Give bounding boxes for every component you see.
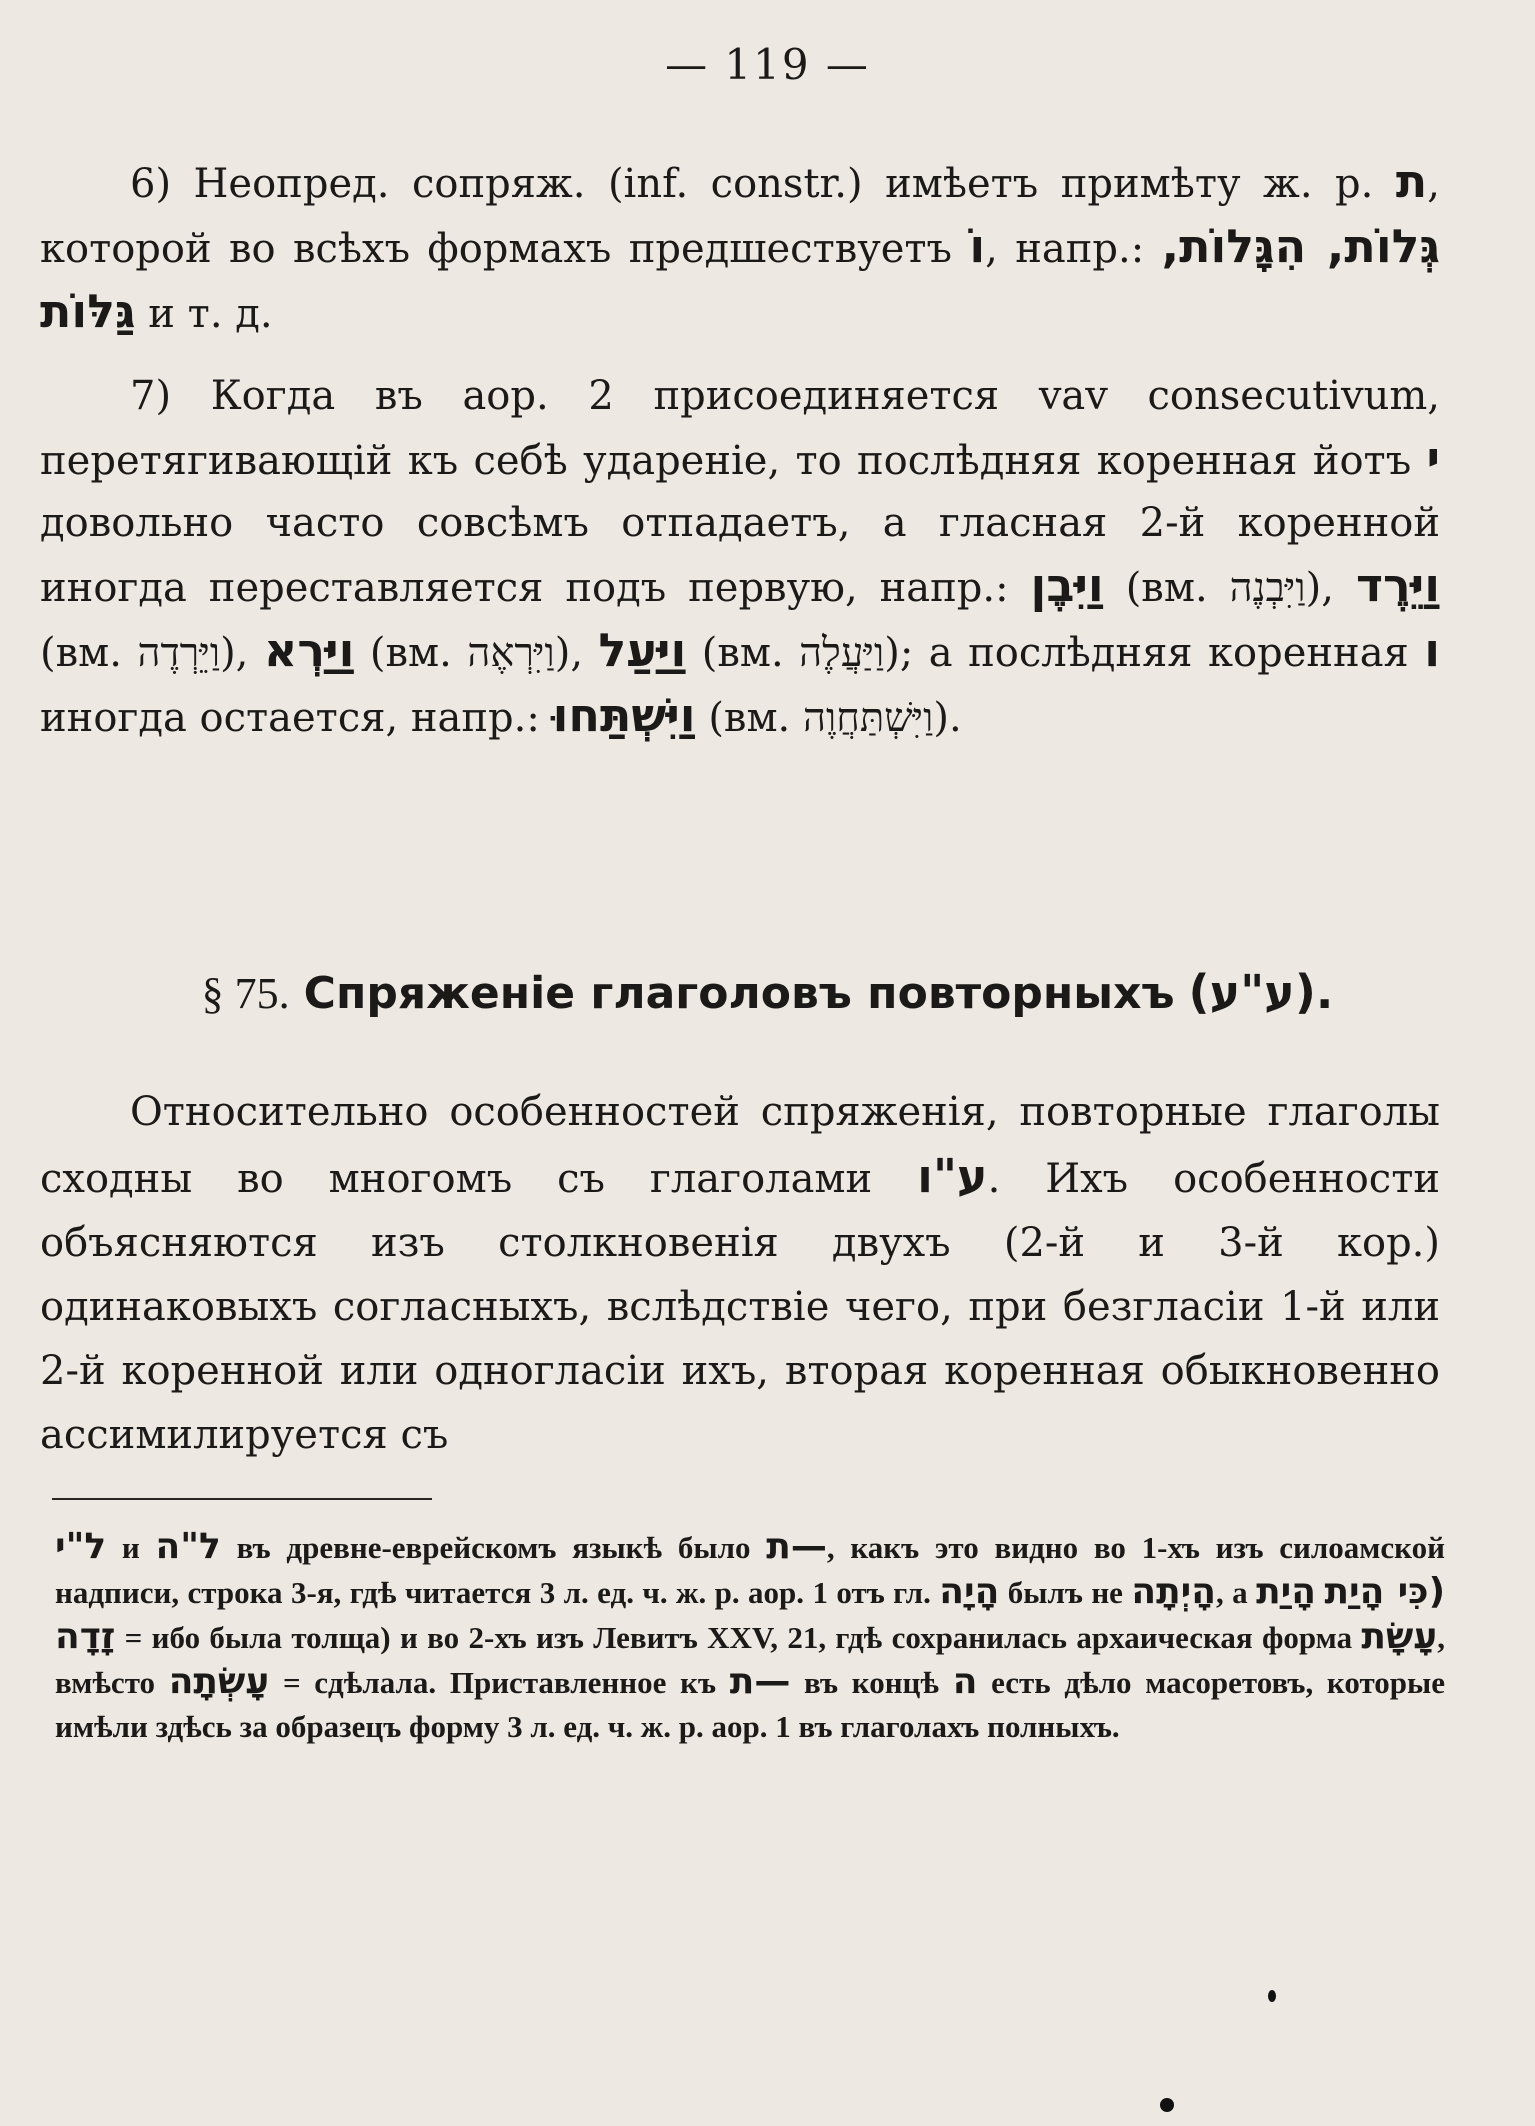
hebrew-text: ת <box>1395 154 1428 208</box>
hebrew-example: וַיַּרְא <box>263 623 355 677</box>
hebrew-alt: (вм. וַיִּשְׁתַּחֲוֶה). <box>708 695 962 741</box>
paragraph-7: 7) Когда въ аор. 2 присоединяется vav consecutivum, перетягивающій къ себѣ удареніе, то послѣдняя коренная йотъ י довольно часто совсѣмъ отпадаетъ, а гласная 2-й коренной иногда переставляется подъ первую, напр.: וַיִּבֶן (вм. וַיִּבְנֶה), וַיֵּרֶד (вм. וַיֵּרְדֶה), וַיַּרְא (вм. וַיִּרְאֶה), וַיַּעַל (вм. וַיַּעֲלֶה); а послѣдняя коренная ו иногда остается, напр.: וַיִּשְׁתַּחוּ (вм. וַיִּשְׁתַּחֲוֶה). <box>40 373 1441 742</box>
footnote: ל"י и ל"ה въ древне-еврейскомъ языкѣ было ת—, какъ это видно во 1-хъ изъ силоамской надписи, строка 3-я, гдѣ читается 3 л. ед. ч. ж. р. аор. 1 отъ гл. הָיָה былъ не הָיְתָה, а הָיַת (כִּי הָיַת זָדָה = ибо была толща) и во 2-хъ изъ Левитъ XXV, 21, гдѣ сохранилась архаическая форма עָשָׂת, вмѣсто עָשְׂתָה = сдѣлала. Приставленное къ ת— въ концѣ ה есть дѣло масоретовъ, которые имѣли здѣсь за образецъ форму 3 л. ед. ч. ж. р. аор. 1 въ глаголахъ полныхъ. <box>55 1526 1446 1744</box>
section-hebrew: (ע"ע). <box>1188 965 1334 1019</box>
section-number: § 75. <box>201 969 290 1018</box>
hebrew-example: וַיַּעַל <box>598 623 687 677</box>
hebrew-example: וַיִּשְׁתַּחוּ <box>552 688 696 742</box>
ink-speck <box>1160 2098 1174 2112</box>
page-number: — 119 — <box>665 40 870 89</box>
paragraph-75: Относительно особенностей спряженія, повторные глаголы сходны во многомъ съ глаголами ע"ו. Ихъ особенности объясняются изъ столкновенія двухъ (2-й и 3-й кор.) одинаковыхъ согласныхъ, вслѣдствіе чего, при безгласіи 1-й или 2-й коренной или одногласіи ихъ, вторая коренная обыкновенно ассимилируется съ <box>40 1089 1440 1458</box>
hebrew-text: ו <box>1424 623 1441 677</box>
hebrew-example: וַיִּבֶן <box>1030 558 1104 612</box>
hebrew-example: וַיֵּרֶד <box>1355 558 1441 612</box>
footnote-divider <box>52 1498 432 1500</box>
section-heading <box>0 965 1535 1019</box>
hebrew-alt: (вм. וַיִּרְאֶה) <box>369 630 571 676</box>
hebrew-text: י <box>1426 431 1440 485</box>
paragraph-6: 6) Неопред. сопряж. (inf. constr.) имѣетъ примѣту ж. р. ת, которой во всѣхъ формахъ предшествуетъ וֹ, напр.: גְּלוֹת, הִגָּלוֹת, גַּלּוֹת и т. д. <box>40 154 1441 338</box>
hebrew-alt: (вм. וַיַּעֲלֶה) <box>701 630 900 676</box>
section-title: Спряженіе глаголовъ повторныхъ <box>303 968 1175 1019</box>
hebrew-examples: גְּלוֹת, הִגָּלוֹת, גַּלּוֹת <box>40 219 1441 338</box>
hebrew-alt: (вм. וַיִּבְנֶה) <box>1125 565 1322 611</box>
hebrew-text: ע"ו <box>917 1149 988 1203</box>
hebrew-alt: (вм. וַיֵּרְדֶה) <box>40 630 236 676</box>
ink-speck <box>1268 1990 1276 2002</box>
hebrew-text: וֹ <box>969 219 986 273</box>
